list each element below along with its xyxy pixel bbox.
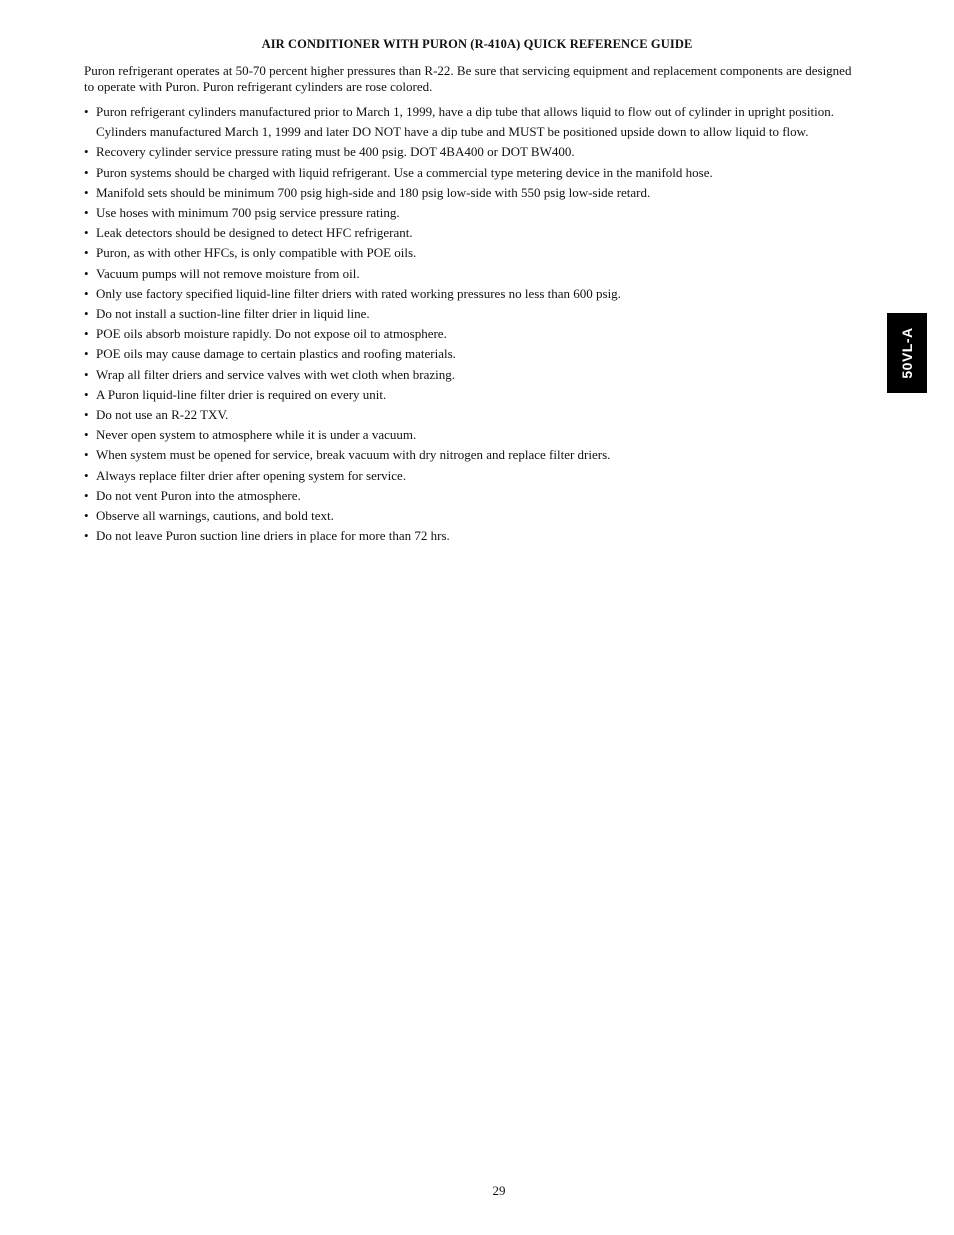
bullet-dot: •: [84, 326, 89, 342]
bullet-text: When system must be opened for service, break vacuum with dry nitrogen and replace filter driers.: [96, 447, 611, 463]
bullet-text: Leak detectors should be designed to detect HFC refrigerant.: [96, 225, 413, 241]
bullet-dot: •: [84, 164, 89, 180]
bullet-text: Do not install a suction-line filter drier in liquid line.: [96, 306, 370, 322]
bullet-text: Observe all warnings, cautions, and bold text.: [96, 508, 334, 524]
bullet-dot: •: [84, 104, 89, 119]
list-item: [84, 102, 874, 142]
bullet-dot: •: [84, 245, 89, 261]
bullet-dot: •: [84, 144, 89, 160]
bullet-text: Wrap all filter driers and service valves with wet cloth when brazing.: [96, 366, 456, 382]
intro-paragraph: Puron refrigerant operates at 50-70 percent higher pressures than R-22. Be sure that servicing equipment and replacement components are designed to operate with Puron. Puron refrigerant cylinders are rose colored.: [84, 63, 852, 94]
bullet-text: Vacuum pumps will not remove moisture from oil.: [96, 265, 360, 281]
bullet-text: Do not leave Puron suction line driers in place for more than 72 hrs.: [96, 528, 450, 544]
list-item: [84, 486, 874, 506]
list-item: [84, 142, 874, 162]
list-item: [84, 466, 874, 486]
bullet-text: Do not use an R-22 TXV.: [96, 407, 229, 423]
bullet-text: Only use factory specified liquid-line filter driers with rated working pressures no less than 600 psig.: [96, 285, 621, 301]
bullet-dot: •: [84, 447, 89, 463]
list-item: [84, 385, 874, 405]
list-item: [84, 243, 874, 263]
bullet-dot: •: [84, 265, 89, 281]
bullet-dot: •: [84, 225, 89, 241]
bullet-text: POE oils absorb moisture rapidly. Do not expose oil to atmosphere.: [96, 326, 447, 342]
list-item: [84, 223, 874, 243]
bullet-dot: •: [84, 427, 89, 443]
list-item: [84, 405, 874, 425]
bullet-text: Always replace filter drier after opening system for service.: [96, 467, 407, 483]
bullet-continuation: Cylinders manufactured March 1, 1999 and later DO NOT have a dip tube and MUST be positioned upside down to allow liquid to flow.: [96, 124, 809, 140]
list-item: [84, 425, 874, 445]
list-item: [84, 365, 874, 385]
page-number: 29: [492, 1183, 506, 1198]
bullet-dot: •: [84, 407, 89, 423]
list-item: [84, 284, 874, 304]
bullet-dot: •: [84, 528, 89, 544]
list-item: [84, 304, 874, 324]
bullet-list: [84, 102, 874, 546]
bullet-text: POE oils may cause damage to certain plastics and roofing materials.: [96, 346, 456, 362]
bullet-text: Do not vent Puron into the atmosphere.: [96, 487, 301, 503]
list-item: [84, 526, 874, 546]
bullet-text: Puron refrigerant cylinders manufactured prior to March 1, 1999, have a dip tube that allows liquid to flow out of cylinder in upright position.: [96, 104, 834, 119]
bullet-dot: •: [84, 306, 89, 322]
list-item: [84, 344, 874, 364]
bullet-dot: •: [84, 366, 89, 382]
bullet-dot: •: [84, 346, 89, 362]
bullet-dot: •: [84, 508, 89, 524]
model-side-tab: [887, 313, 927, 393]
bullet-text: Recovery cylinder service pressure rating must be 400 psig. DOT 4BA400 or DOT BW400.: [96, 144, 575, 160]
model-side-tab-label: 50VL-A: [899, 327, 915, 379]
bullet-dot: •: [84, 285, 89, 301]
bullet-text: Puron, as with other HFCs, is only compatible with POE oils.: [96, 245, 417, 261]
list-item: [84, 324, 874, 344]
list-item: [84, 506, 874, 526]
bullet-dot: •: [84, 184, 89, 200]
bullet-text: A Puron liquid-line filter drier is required on every unit.: [96, 386, 387, 402]
list-item: [84, 183, 874, 203]
document-title: AIR CONDITIONER WITH PURON (R-410A) QUICK REFERENCE GUIDE: [261, 37, 693, 51]
bullet-dot: •: [84, 467, 89, 483]
bullet-dot: •: [84, 487, 89, 503]
list-item: [84, 264, 874, 284]
list-item: [84, 445, 874, 465]
bullet-text: Manifold sets should be minimum 700 psig high-side and 180 psig low-side with 550 psig low-side retard.: [96, 184, 651, 200]
bullet-dot: •: [84, 386, 89, 402]
bullet-text: Never open system to atmosphere while it is under a vacuum.: [96, 427, 417, 443]
bullet-text: Puron systems should be charged with liquid refrigerant. Use a commercial type metering device in the manifold hose.: [96, 164, 713, 180]
bullet-dot: •: [84, 205, 89, 221]
list-item: [84, 203, 874, 223]
list-item: [84, 163, 874, 183]
bullet-text: Use hoses with minimum 700 psig service pressure rating.: [96, 205, 400, 221]
